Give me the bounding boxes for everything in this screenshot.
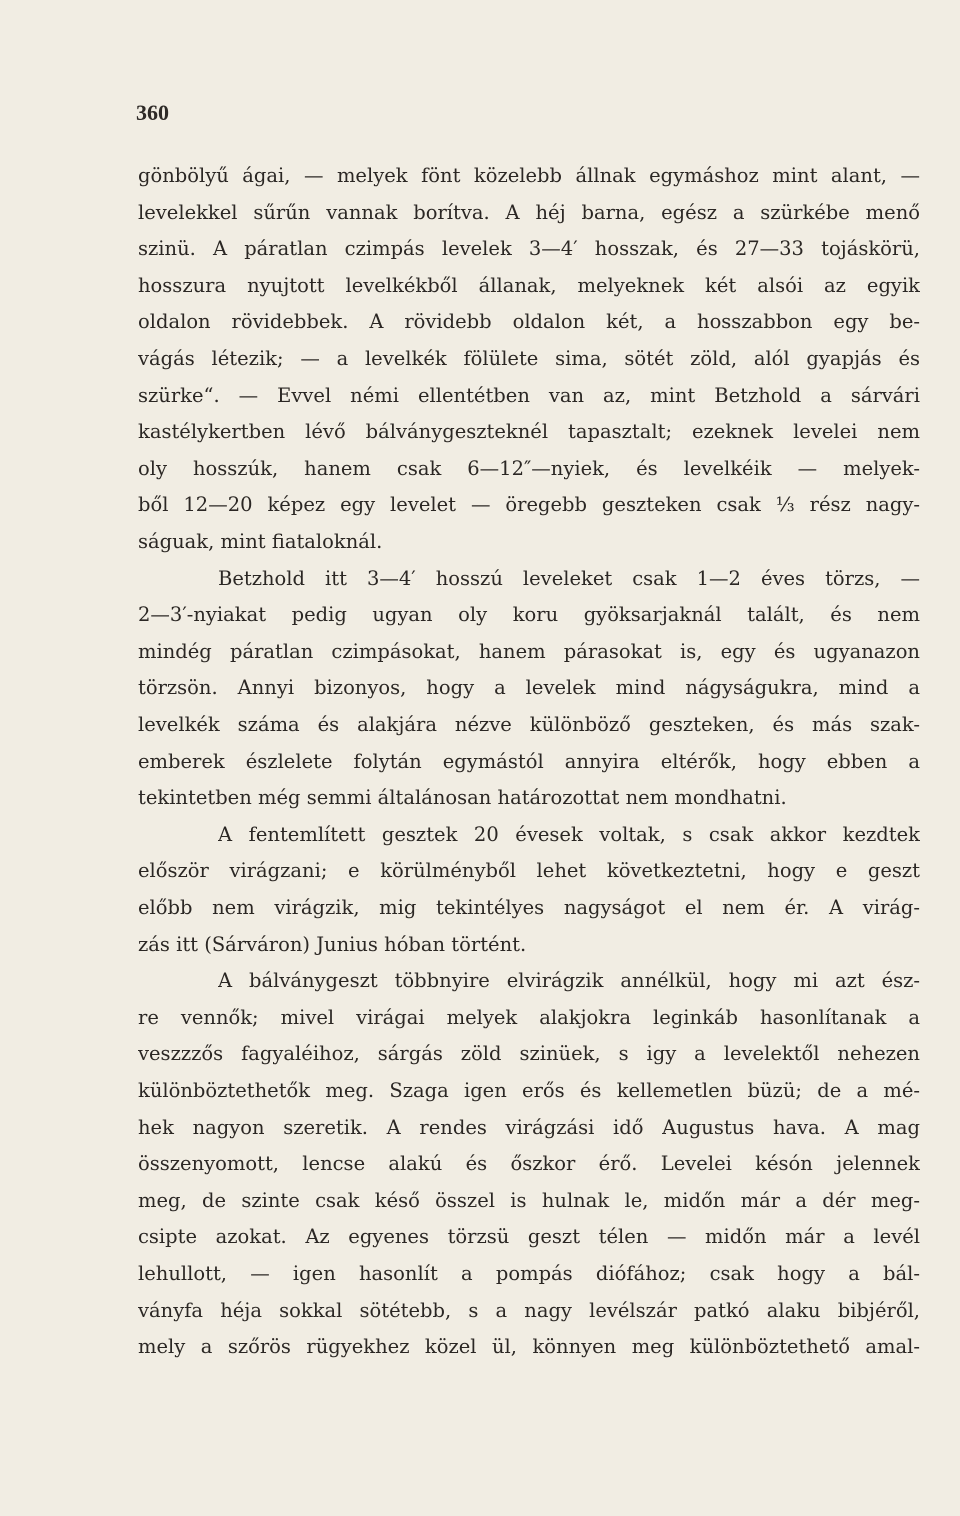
text-line: A bálványgeszt többnyire elvirágzik annélkül, hogy mi azt ész- (218, 969, 920, 993)
text-line: levelkék száma és alakjára nézve különböző geszteken, és más szak- (138, 713, 920, 736)
text-line: levelekkel sűrűn vannak borítva. A héj barna, egész a szürkébe menő (138, 200, 920, 224)
text-line: mindég páratlan czimpásokat, hanem párasokat is, egy és ugyanazon (138, 639, 920, 663)
text-line: A fentemlített gesztek 20 évesek voltak, s csak akkor kezdtek (218, 822, 920, 846)
text-line: zás itt (Sárváron) Junius hóban történt. (138, 932, 527, 956)
text-line: ványfa héja sokkal sötétebb, s a nagy levélszár patkó alaku bibjéről, (138, 1298, 920, 1322)
text-line: re vennők; mivel virágai melyek alakjokra leginkáb hasonlítanak a (138, 1005, 920, 1029)
text-line: előbb nem virágzik, mig tekintélyes nagyságot el nem ér. A virág- (138, 896, 920, 919)
text-line: gönbölyű ágai, — melyek fönt közelebb állnak egymáshoz mint alant, — (138, 164, 920, 187)
text-line: szürke“. — Evvel némi ellentétben van az, mint Betzhold a sárvári (138, 383, 920, 407)
text-line: 2—3′-nyiakat pedig ugyan oly koru gyöksarjaknál talált, és nem (138, 603, 920, 627)
text-line: emberek észlelete folytán egymástól annyira eltérők, hogy ebben a (138, 749, 920, 773)
text-line: meg, de szinte csak késő összel is hulnak le, midőn már a dér meg- (138, 1188, 920, 1212)
text-line: veszzzős fagyaléihoz, sárgás zöld szinüek, s igy a levelektől nehezen (138, 1042, 920, 1066)
text-line: tekintetben még semmi általánosan határozottat nem mondhatni. (138, 786, 787, 810)
text-line: csipte azokat. Az egyenes törzsü geszt télen — midőn már a levél (138, 1225, 920, 1249)
text-line: oldalon rövidebbek. A rövidebb oldalon két, a hosszabbon egy be- (138, 310, 920, 334)
text-line: hek nagyon szeretik. A rendes virágzási idő Augustus hava. A mag (138, 1115, 920, 1139)
text-line: mely a szőrös rügyekhez közel ül, könnyen meg különböztethető amal- (138, 1335, 920, 1359)
text-line: törzsön. Annyi bizonyos, hogy a levelek mind nágyságukra, mind a (138, 676, 920, 700)
text-line: szinü. A páratlan czimpás levelek 3—4′ hosszak, és 27—33 tojáskörü, (138, 237, 920, 261)
text-line: hosszura nyujtott levelkékből állanak, melyeknek két alsói az egyik (138, 273, 920, 297)
text-line: ből 12—20 képez egy levelet — öregebb geszteken csak ⅓ rész nagy- (138, 493, 920, 517)
text-line: Betzhold itt 3—4′ hosszú leveleket csak 1—2 éves törzs, — (218, 566, 920, 590)
text-line: ságuak, mint fiataloknál. (138, 530, 383, 553)
text-line: vágás létezik; — a levelkék fölülete sima, sötét zöld, alól gyapjás és (138, 347, 920, 370)
text-line: kastélykertben lévő bálványgeszteknél tapasztalt; ezeknek levelei nem (138, 420, 920, 444)
text-line: összenyomott, lencse alakú és őszkor érő. Levelei késón jelennek (138, 1152, 920, 1176)
text-line: különböztethetők meg. Szaga igen erős és kellemetlen büzü; de a mé- (138, 1079, 920, 1102)
text-line: lehullott, — igen hasonlít a pompás diófához; csak hogy a bál- (138, 1262, 920, 1285)
text-line: oly hosszúk, hanem csak 6—12″—nyiek, és levelkéik — melyek- (138, 456, 920, 480)
text-line: először virágzani; e körülményből lehet következtetni, hogy e geszt (138, 859, 920, 883)
page-number: 360 (136, 100, 169, 125)
